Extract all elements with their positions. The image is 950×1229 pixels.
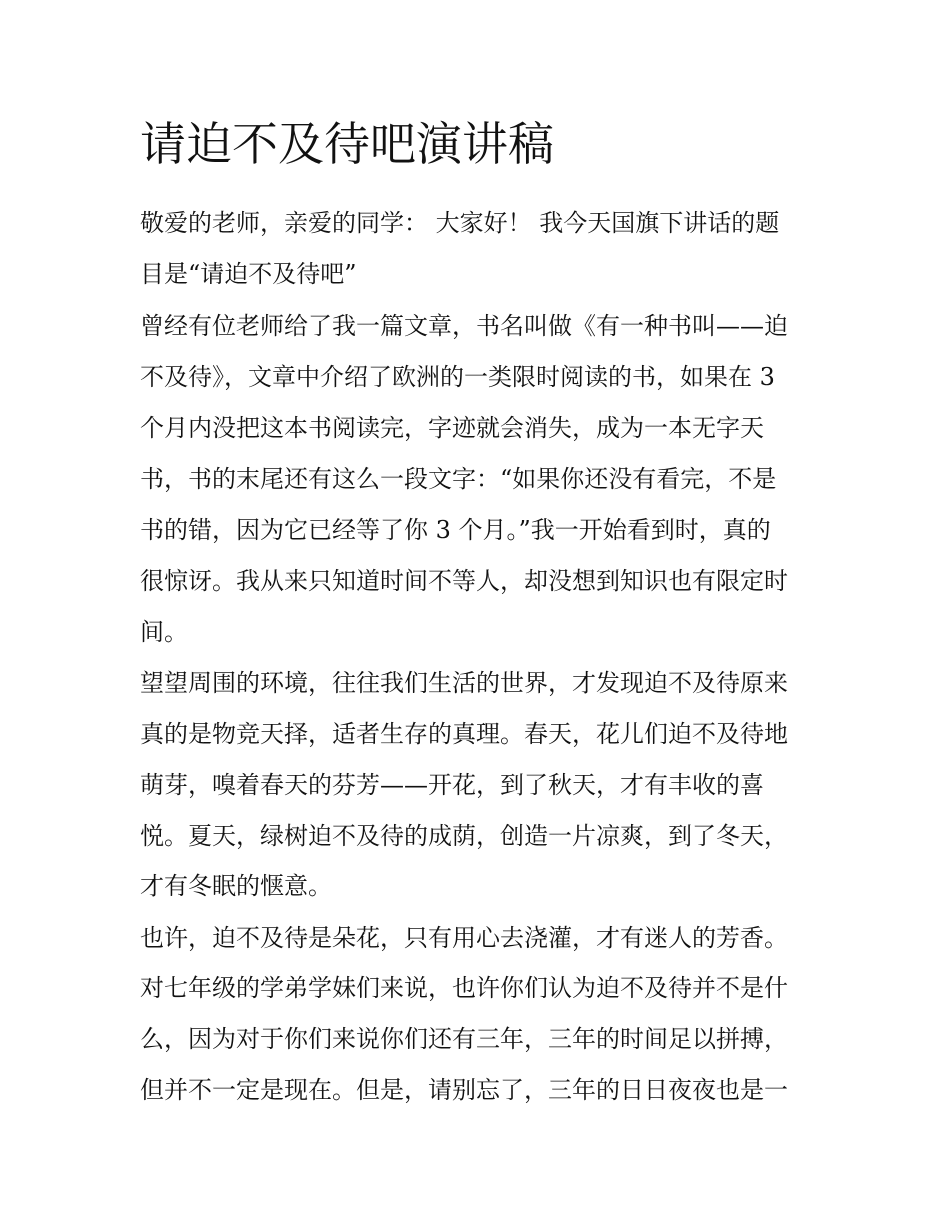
body-line: 望望周围的环境，往往我们生活的世界，才发现迫不及待原来 [140, 669, 788, 697]
body-line: 萌芽，嗅着春天的芬芳——开花，到了秋天，才有丰收的喜 [140, 771, 764, 799]
body-line: 真的是物竞天择，适者生存的真理。春天，花儿们迫不及待地 [140, 720, 788, 748]
body-line: 间。 [140, 618, 188, 646]
body-line: 很惊讶。我从来只知道时间不等人，却没想到知识也有限定时 [140, 567, 788, 595]
body-line: 书的错，因为它已经等了你 3 个月。”我一开始看到时，真的 [140, 516, 771, 544]
document-title: 请迫不及待吧演讲稿 [140, 117, 554, 171]
body-line: 对七年级的学弟学妹们来说，也许你们认为迫不及待并不是什 [140, 974, 788, 1002]
body-line: 才有冬眠的惬意。 [140, 872, 332, 900]
body-line: 个月内没把这本书阅读完，字迹就会消失，成为一本无字天 [140, 414, 764, 442]
body-line: 敬爱的老师，亲爱的同学： 大家好！ 我今天国旗下讲话的题 [140, 209, 780, 237]
body-line: 不及待》，文章中介绍了欧洲的一类限时阅读的书，如果在 3 [140, 363, 775, 391]
body-line: 但并不一定是现在。但是，请别忘了，三年的日日夜夜也是一 [140, 1076, 788, 1104]
body-line: 么，因为对于你们来说你们还有三年，三年的时间足以拼搏， [140, 1025, 788, 1053]
body-line: 书，书的末尾还有这么一段文字：“如果你还没有看完，不是 [140, 465, 777, 493]
body-line: 悦。夏天，绿树迫不及待的成荫，创造一片凉爽，到了冬天， [140, 822, 788, 850]
body-line: 也许，迫不及待是朵花，只有用心去浇灌，才有迷人的芳香。 [140, 924, 788, 952]
body-line: 曾经有位老师给了我一篇文章，书名叫做《有一种书叫——迫 [140, 312, 788, 340]
body-line: 目是“请迫不及待吧” [140, 260, 357, 288]
